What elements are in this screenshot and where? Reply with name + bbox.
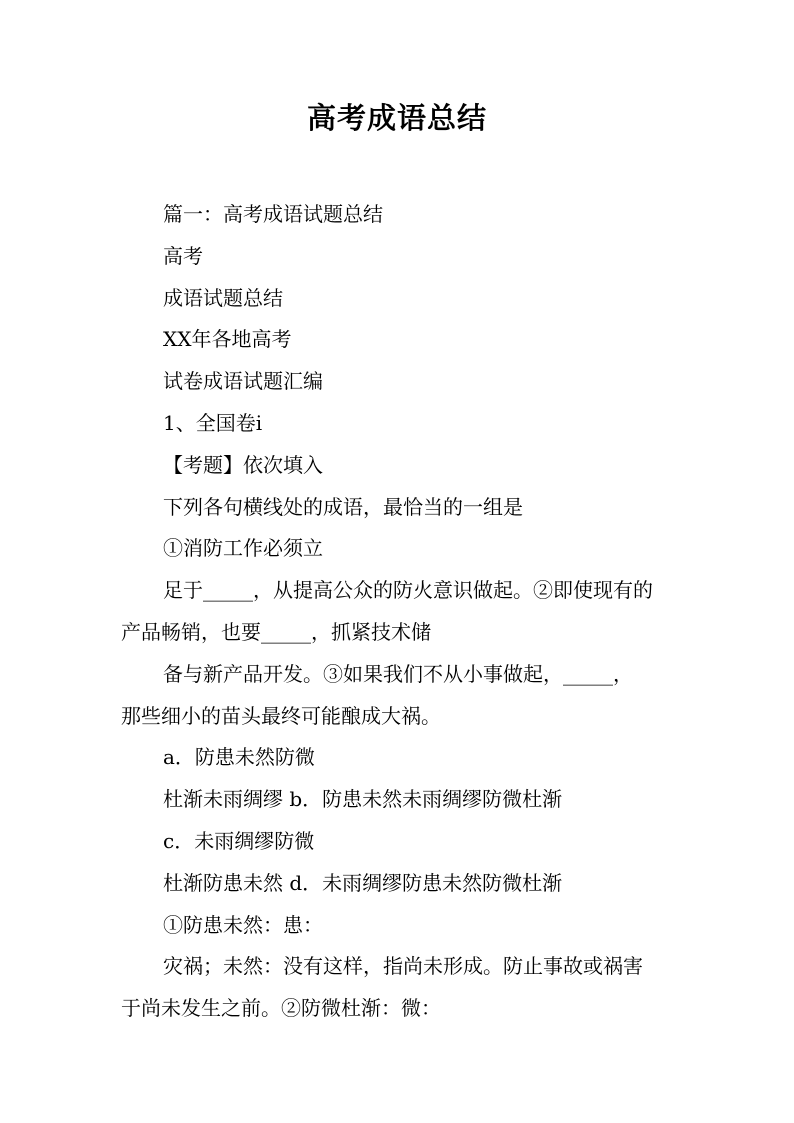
text-line: 于尚未发生之前。②防微杜渐：微： xyxy=(121,996,441,1021)
text-line: 成语试题总结 xyxy=(163,285,283,310)
text-line: 产品畅销，也要_____，抓紧技术储 xyxy=(121,619,431,644)
text-line: c．未雨绸缪防微 xyxy=(163,828,315,853)
text-line: 杜渐未雨绸缪 b．防患未然未雨绸缪防微杜渐 xyxy=(163,787,563,812)
page-title: 高考成语总结 xyxy=(306,101,487,135)
text-line: 篇一：高考成语试题总结 xyxy=(163,202,383,226)
text-line: 高考 xyxy=(163,243,203,268)
text-line: 那些细小的苗头最终可能酿成大祸。 xyxy=(121,703,441,728)
document-body xyxy=(121,194,681,1030)
text-line: 试卷成语试题汇编 xyxy=(163,369,323,394)
text-line: ①消防工作必须立 xyxy=(163,536,323,561)
text-line: 足于_____，从提高公众的防火意识做起。②即使现有的 xyxy=(163,578,653,603)
text-line: 备与新产品开发。③如果我们不从小事做起，_____， xyxy=(163,661,633,686)
text-line: ①防患未然：患： xyxy=(163,912,323,937)
text-line: 1、全国卷ⅰ xyxy=(163,410,263,435)
text-line: 下列各句横线处的成语，最恰当的一组是 xyxy=(163,494,523,519)
text-line: XX年各地高考 xyxy=(163,327,292,352)
text-line: 杜渐防患未然 d．未雨绸缪防患未然防微杜渐 xyxy=(163,870,563,895)
text-line: 灾祸；未然：没有这样，指尚未形成。防止事故或祸害 xyxy=(163,954,643,979)
text-line: 【考题】依次填入 xyxy=(163,452,323,477)
text-line: a．防患未然防微 xyxy=(163,745,315,770)
